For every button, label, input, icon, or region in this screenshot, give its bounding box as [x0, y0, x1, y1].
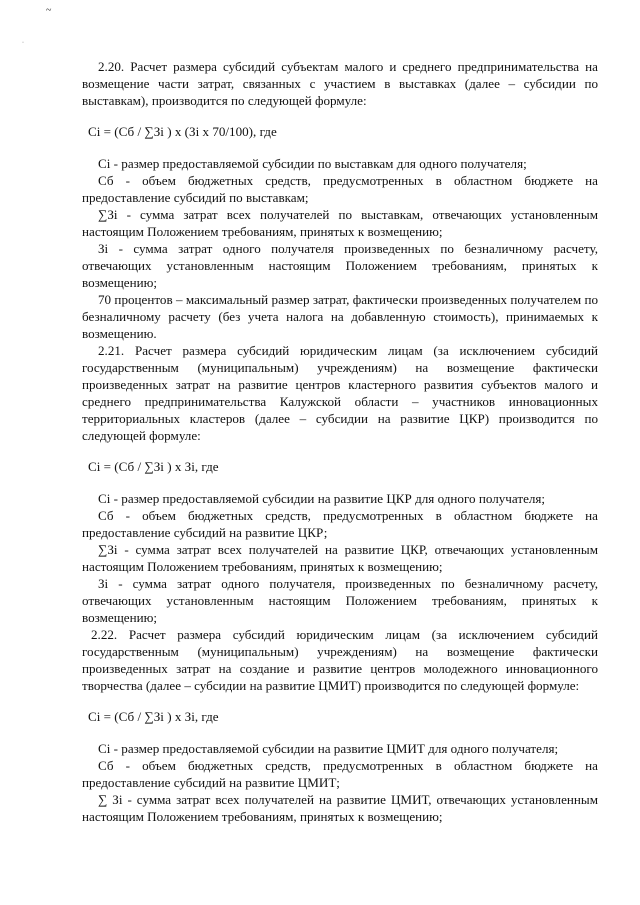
- paragraph: Зi - сумма затрат одного получателя произведенных по безналичному расчету, отвечающих установленным настоящим Положением требованиям, принятых к возмещению;: [82, 241, 598, 290]
- paragraph: Ci - размер предоставляемой субсидии на развитие ЦМИТ для одного получателя;: [98, 741, 559, 756]
- paragraph: Сб - объем бюджетных средств, предусмотренных в областном бюджете на предоставление субсидий на развитие ЦКР;: [82, 508, 598, 540]
- document-body: [82, 58, 598, 825]
- paragraph: ∑Зi - сумма затрат всех получателей на развитие ЦКР, отвечающих установленным настоящим Положением требованиям, принятых к возмещению;: [82, 542, 598, 574]
- paragraph: 2.21. Расчет размера субсидий юридическим лицам (за исключением субсидий государственным (муниципальным) учреждениям) на возмещение фактически произведенных затрат на развитие центров кластерного развития субъектов малого и среднего предпринимательства Калужской области – участников инновационных территориальных кластеров (далее – субсидии на развитие ЦКР) производится по следующей формуле:: [82, 343, 598, 443]
- formula-line: Ci = (Сб / ∑Зi ) х Зi, где: [88, 459, 219, 474]
- formula-line: Ci = (Сб / ∑Зi ) х (Зi х 70/100), где: [88, 124, 277, 139]
- paragraph: Ci - размер предоставляемой субсидии по выставкам для одного получателя;: [98, 156, 527, 171]
- paragraph: Сб - объем бюджетных средств, предусмотренных в областном бюджете на предоставление субсидий на развитие ЦМИТ;: [82, 758, 598, 790]
- paragraph: 70 процентов – максимальный размер затрат, фактически произведенных получателем по безналичному расчету (без учета налога на добавленную стоимость), принимаемых к возмещению.: [82, 292, 598, 341]
- paragraph: ∑Зi - сумма затрат всех получателей по выставкам, отвечающих установленным настоящим Положением требованиям, принятых к возмещению;: [82, 207, 598, 239]
- paragraph: ∑ Зi - сумма затрат всех получателей на развитие ЦМИТ, отвечающих установленным настоящим Положением требованиям, принятых к возмещению;: [82, 792, 598, 824]
- paragraph: 2.20. Расчет размера субсидий субъектам малого и среднего предпринимательства на возмещение части затрат, связанных с участием в выставках (далее – субсидии по выставкам), производится по следующей формуле:: [82, 59, 598, 108]
- formula-line: Ci = (Сб / ∑Зi ) х Зi, где: [88, 709, 219, 724]
- paragraph: Ci - размер предоставляемой субсидии на развитие ЦКР для одного получателя;: [98, 491, 546, 506]
- paragraph: Сб - объем бюджетных средств, предусмотренных в областном бюджете на предоставление субсидий по выставкам;: [82, 173, 598, 205]
- scan-mark-side: ·: [22, 40, 24, 46]
- scan-mark-top: ~: [46, 5, 52, 16]
- paragraph: 2.22. Расчет размера субсидий юридическим лицам (за исключением субсидий государственным (муниципальным) учреждениям) на возмещение фактически произведенных затрат на создание и развитие центров молодежного инновационного творчества (далее – субсидии на развитие ЦМИТ) производится по следующей формуле:: [82, 627, 598, 693]
- paragraph: Зi - сумма затрат одного получателя, произведенных по безналичному расчету, отвечающих установленным настоящим Положением требованиям, принятых к возмещению;: [82, 576, 598, 625]
